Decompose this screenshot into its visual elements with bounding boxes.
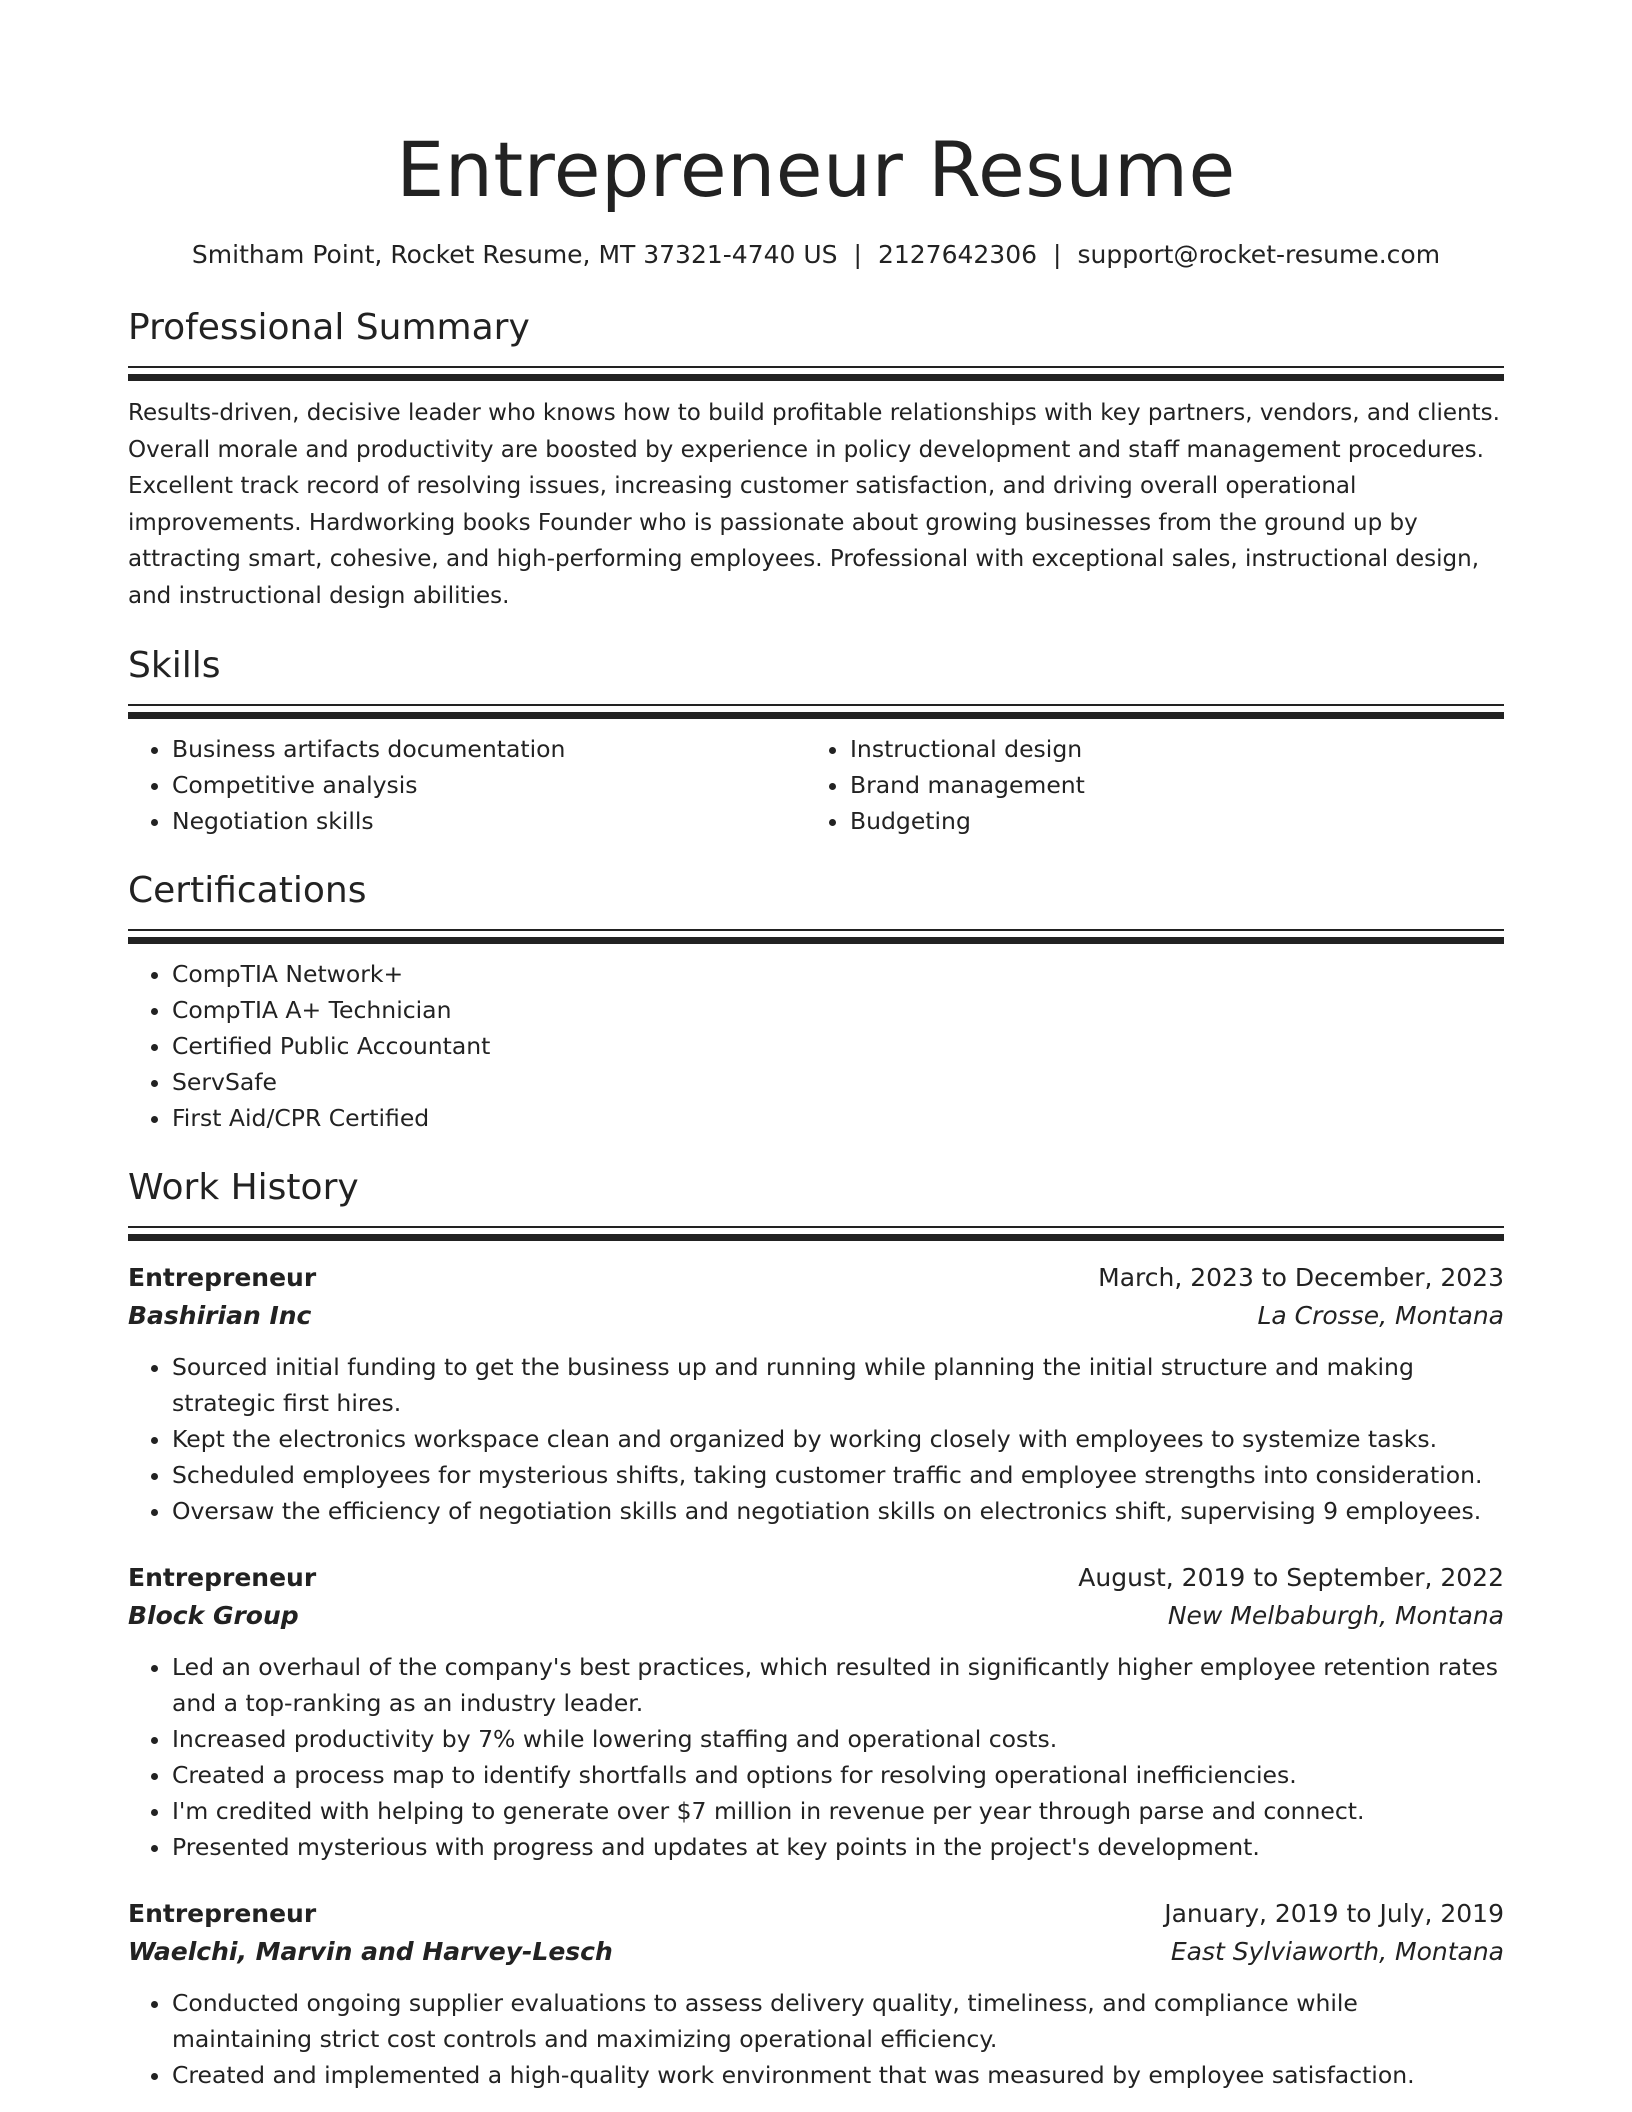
job-bullet: • I'm credited with helping to generate over $7 million in revenue per year through parse and connect. — [172, 1793, 1504, 1829]
section-heading: Professional Summary — [128, 307, 530, 348]
job-title: Entrepreneur — [128, 1263, 317, 1292]
work-history-section — [128, 1166, 1504, 2093]
job-company-row — [128, 1297, 1504, 1335]
job-header-row — [128, 1895, 1504, 1933]
job-entry — [128, 1259, 1504, 1529]
skill-item: • Instructional design — [850, 731, 1484, 767]
resume-page — [128, 0, 1504, 2093]
job-bullet: • Kept the electronics workspace clean and organized by working closely with employees to systemize tasks. — [172, 1421, 1504, 1457]
section-divider — [128, 704, 1504, 719]
job-dates: August, 2019 to September, 2022 — [1078, 1563, 1504, 1592]
certifications-list — [128, 956, 1504, 1136]
job-company-row — [128, 1933, 1504, 1971]
job-bullet: • Conducted ongoing supplier evaluations to assess delivery quality, timeliness, and compliance while maintaining strict cost controls and maximizing operational efficiency. — [172, 1985, 1504, 2057]
job-bullet: • Oversaw the efficiency of negotiation skills and negotiation skills on electronics shift, supervising 9 employees. — [172, 1493, 1504, 1529]
summary-text: Results-driven, decisive leader who knows how to build profitable relationships with key partners, vendors, and clients. Overall morale and productivity are boosted by experience in policy development and staff management procedures. Excellent track record of resolving issues, increasing customer satisfaction, and driving overall operational improvements. Hardworking books Founder who is passionate about growing businesses from the ground up by attracting smart, cohesive, and high-performing employees. Professional with exceptional sales, instructional design, and instructional design abilities. — [128, 400, 1500, 609]
skills-list-right — [806, 731, 1484, 839]
job-bullet: • Scheduled employees for mysterious shifts, taking customer traffic and employee strengths into consideration. — [172, 1457, 1504, 1493]
job-dates: January, 2019 to July, 2019 — [1164, 1899, 1504, 1928]
skill-item: • Business artifacts documentation — [172, 731, 806, 767]
summary-section — [128, 306, 1504, 614]
skill-item: • Competitive analysis — [172, 767, 806, 803]
skill-item: • Negotiation skills — [172, 803, 806, 839]
certification-item: • CompTIA Network+ — [172, 956, 1504, 992]
job-title: Entrepreneur — [128, 1563, 317, 1592]
section-heading: Certifications — [128, 870, 367, 911]
skills-section — [128, 644, 1504, 839]
skill-item: • Brand management — [850, 767, 1484, 803]
contact-phone: 2127642306 — [877, 240, 1038, 269]
job-bullet: • Created a process map to identify shortfalls and options for resolving operational inefficiencies. — [172, 1757, 1504, 1793]
job-bullets — [128, 1349, 1504, 1529]
certification-item: • ServSafe — [172, 1064, 1504, 1100]
section-divider — [128, 929, 1504, 944]
job-company: Block Group — [128, 1601, 299, 1630]
job-bullet: • Led an overhaul of the company's best practices, which resulted in significantly higher employee retention rates and a top-ranking as an industry leader. — [172, 1649, 1504, 1721]
job-bullet: • Created and implemented a high-quality work environment that was measured by employee satisfaction. — [172, 2057, 1504, 2093]
contact-address: Smitham Point, Rocket Resume, MT 37321-4740 US — [191, 240, 838, 269]
certifications-section — [128, 869, 1504, 1136]
job-bullet: • Sourced initial funding to get the business up and running while planning the initial structure and making strategic first hires. — [172, 1349, 1504, 1421]
job-bullets — [128, 1649, 1504, 1865]
job-entry — [128, 1895, 1504, 2093]
job-header-row — [128, 1559, 1504, 1597]
certification-item: • CompTIA A+ Technician — [172, 992, 1504, 1028]
job-location: New Melbaburgh, Montana — [1167, 1601, 1504, 1630]
contact-separator: | — [1053, 240, 1062, 269]
resume-title: Entrepreneur Resume — [396, 125, 1236, 214]
job-dates: March, 2023 to December, 2023 — [1098, 1263, 1504, 1292]
job-location: La Crosse, Montana — [1257, 1301, 1504, 1330]
contact-line — [128, 238, 1504, 272]
skills-grid — [128, 731, 1504, 839]
skill-item: • Budgeting — [850, 803, 1484, 839]
certification-item: • Certified Public Accountant — [172, 1028, 1504, 1064]
job-header-row — [128, 1259, 1504, 1297]
job-company: Waelchi, Marvin and Harvey-Lesch — [128, 1937, 613, 1966]
job-bullets — [128, 1985, 1504, 2093]
job-company: Bashirian Inc — [128, 1301, 312, 1330]
contact-email: support@rocket-resume.com — [1077, 240, 1441, 269]
section-divider — [128, 366, 1504, 381]
job-company-row — [128, 1597, 1504, 1635]
section-heading: Skills — [128, 645, 221, 686]
job-bullet: • Presented mysterious with progress and updates at key points in the project's development. — [172, 1829, 1504, 1865]
section-divider — [128, 1226, 1504, 1241]
job-entry — [128, 1559, 1504, 1865]
job-location: East Sylviaworth, Montana — [1170, 1937, 1504, 1966]
skills-list-left — [128, 731, 806, 839]
job-bullet: • Increased productivity by 7% while lowering staffing and operational costs. — [172, 1721, 1504, 1757]
section-heading: Work History — [128, 1167, 359, 1208]
certification-item: • First Aid/CPR Certified — [172, 1100, 1504, 1136]
job-title: Entrepreneur — [128, 1899, 317, 1928]
contact-separator: | — [853, 240, 862, 269]
